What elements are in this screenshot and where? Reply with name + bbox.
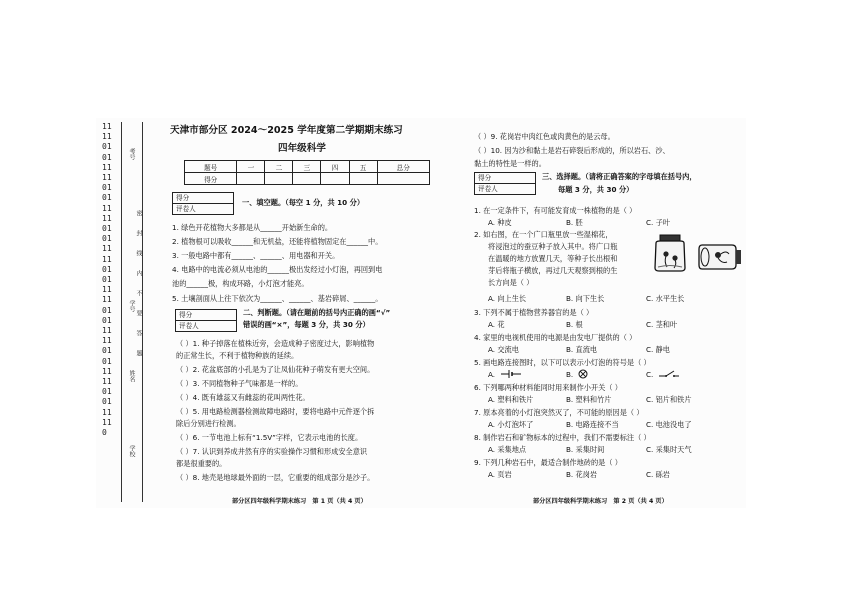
judge-item: （ ）5. 用电路检测器检测故障电路时，要将电路中元件逐个拆	[176, 407, 375, 416]
choice-option: B. 花岗岩	[566, 470, 598, 479]
choice-option: C. 砾岩	[646, 470, 670, 479]
label-xuexiao: 学校	[128, 445, 135, 457]
label-kaohao: 考号	[128, 148, 135, 160]
score-cell: 题号	[185, 161, 237, 173]
score-cell: 得分	[185, 173, 237, 185]
score-cell[interactable]	[293, 173, 321, 185]
choice-question: 8. 制作岩石和矿物标本的过程中，我们不需要标注（ ）	[474, 433, 651, 442]
choice-question-line: 在温暖的地方放置几天，等种子长出根和	[488, 254, 618, 263]
score-label: 得分	[173, 193, 233, 204]
choice-option: C. 静电	[646, 345, 670, 354]
label-xuehao: 学号	[128, 300, 135, 312]
choice-option: B. 向下生长	[566, 294, 605, 303]
choice-option: A. 塑料和铁片	[488, 395, 534, 404]
grader-label: 评卷人	[478, 185, 498, 193]
section3-heading-2: 每题 3 分，共 30 分）	[558, 185, 634, 194]
judge-item: （ ）4. 既有雄蕊又有雌蕊的花叫两性花。	[176, 393, 310, 402]
judge-item: 黏土的特性是一样的。	[474, 159, 546, 168]
choice-option: B. 电路连接不当	[566, 420, 619, 429]
choice-question-line: 芽后将瓶子横放，再过几天观察到根的生	[488, 266, 618, 275]
binding-notice: 密封线内不要答题	[135, 210, 142, 370]
fill-item: 1. 绿色开花植物大多都是从______开始新生命的。	[172, 223, 333, 232]
binding-rail: 1111010111110101111101011111010111110101111101011111010111110	[102, 122, 112, 438]
choice-option: A. 页岩	[488, 470, 512, 479]
choice-option: B. 胚	[566, 218, 583, 227]
choice-option: A. 种皮	[488, 218, 512, 227]
fill-item: 4. 电路中的电流必须从电池的______极出发经过小灯泡，再回到电	[172, 265, 383, 274]
judge-item: （ ）2. 花盆底部的小孔是为了让凤仙花种子萌发有更大空间。	[176, 365, 375, 374]
choice-option: C. 子叶	[646, 218, 670, 227]
score-label: 得分	[475, 173, 535, 184]
choice-option: B. 采集时间	[566, 445, 605, 454]
choice-question: 2. 如右图，在一个广口瓶里放一些湿棉花，	[474, 230, 613, 239]
choice-option: B.	[566, 370, 574, 379]
judge-item: （ ）6. 一节电池上标有“1.5V”字样，它表示电池的长度。	[176, 433, 363, 442]
judge-item: 的正常生长，不利于植物种族的延续。	[176, 351, 299, 360]
choice-question-line: 将浸泡过的蚕豆种子放入其中。将广口瓶	[488, 242, 618, 251]
choice-option: A. 小灯泡坏了	[488, 420, 534, 429]
choice-option: A. 采集地点	[488, 445, 527, 454]
battery-symbol-icon	[500, 369, 522, 379]
section2-heading-2: 错误的画“×”，每题 3 分，共 30 分）	[243, 320, 370, 329]
footer-left: 部分区四年级科学期末练习 第 1 页（共 4 页）	[232, 498, 367, 505]
score-cell: 二	[265, 161, 293, 173]
jar-sideways-illustration	[696, 242, 742, 272]
section2-score-box	[175, 309, 237, 332]
fill-item: 池的______极，构成环路，小灯泡才能亮。	[172, 279, 309, 288]
judge-item: （ ）1. 种子掉落在植株近旁，会造成种子密度过大，影响植物	[176, 339, 375, 348]
judge-item: （ ）10. 因为沙和黏土是岩石碎裂后形成的，所以岩石、沙、	[474, 146, 670, 155]
binding-line	[121, 122, 122, 502]
section1-heading: 一、填空题。（每空 1 分，共 10 分）	[242, 198, 365, 207]
choice-option: B. 根	[566, 320, 583, 329]
score-cell[interactable]	[349, 173, 377, 185]
grader-label: 评卷人	[179, 322, 199, 330]
score-cell: 五	[349, 161, 377, 173]
choice-option: A.	[488, 370, 496, 379]
switch-symbol-icon	[658, 369, 680, 379]
choice-option: A. 交流电	[488, 345, 519, 354]
choice-question: 5. 画电路连接图时，以下可以表示小灯泡的符号是（ ）	[474, 358, 651, 367]
choice-option: C. 电池没电了	[646, 420, 692, 429]
fill-item: 2. 植物根可以吸收______和无机盐，还能将植物固定在______中。	[172, 237, 383, 246]
section3-score-box	[474, 172, 536, 195]
exam-title: 天津市部分区 2024～2025 学年度第二学期期末练习	[170, 125, 403, 136]
score-cell[interactable]	[265, 173, 293, 185]
score-cell[interactable]	[377, 173, 429, 185]
judge-item: （ ）3. 不同植物种子气味都是一样的。	[176, 379, 303, 388]
judge-item: （ ）8. 地壳是地球最外面的一层，它重要的组成部分是沙子。	[176, 473, 375, 482]
lamp-symbol-icon	[578, 369, 590, 379]
footer-right: 部分区四年级科学期末练习 第 2 页（共 4 页）	[533, 498, 668, 505]
section3-heading: 三、选择题。（请将正确答案的字母填在括号内，	[542, 172, 697, 181]
score-cell: 三	[293, 161, 321, 173]
judge-item: （ ）7. 认识到养成井然有序的实验操作习惯和形成安全意识	[176, 447, 368, 456]
choice-option: C. 采集时天气	[646, 445, 692, 454]
choice-question-line: 长方向是（ ）	[488, 278, 534, 287]
section1-score-box	[172, 192, 234, 215]
score-table	[184, 160, 430, 185]
judge-item: 都是很重要的。	[176, 459, 227, 468]
choice-question: 3. 下列不属于植物营养器官的是（ ）	[474, 308, 594, 317]
choice-question: 4. 家里的电视机使用的电源是由发电厂提供的（ ）	[474, 333, 637, 342]
section2-heading: 二、判断题。（请在题前的括号内正确的画“√”	[243, 308, 391, 317]
judge-item: 除后分别进行检测。	[176, 419, 241, 428]
score-cell: 四	[321, 161, 349, 173]
score-cell: 总分	[377, 161, 429, 173]
choice-option: C. 茎和叶	[646, 320, 678, 329]
choice-question: 9. 下列几种岩石中，最适合制作地砖的是（ ）	[474, 458, 622, 467]
fill-item: 3. 一般电路中都有______、______、用电器和开关。	[172, 251, 340, 260]
grader-label: 评卷人	[176, 205, 196, 213]
label-xingming: 姓名	[128, 370, 135, 382]
judge-item: （ ）9. 花岗岩中肉红色或肉黄色的是云母。	[474, 132, 615, 141]
choice-option: A. 花	[488, 320, 505, 329]
choice-option: C.	[646, 370, 654, 379]
choice-option: B. 塑料和竹片	[566, 395, 612, 404]
choice-option: B. 直流电	[566, 345, 598, 354]
choice-option: C. 水平生长	[646, 294, 685, 303]
exam-subtitle: 四年级科学	[278, 143, 326, 154]
choice-option: A. 向上生长	[488, 294, 527, 303]
fill-item: 5. 土壤剖面从上往下依次为______、______、基岩碎屑、______。	[172, 294, 383, 303]
score-cell[interactable]	[321, 173, 349, 185]
score-cell: 一	[237, 161, 265, 173]
score-cell[interactable]	[237, 173, 265, 185]
score-label: 得分	[176, 310, 236, 321]
choice-question: 1. 在一定条件下，有可能发育成一株植物的是（ ）	[474, 206, 637, 215]
choice-option: C. 铝片和铁片	[646, 395, 692, 404]
choice-question: 6. 下列哪两种材料能同时用来制作小开关（ ）	[474, 383, 622, 392]
jar-upright-illustration	[650, 234, 690, 272]
choice-question: 7. 原本亮着的小灯泡突然灭了，不可能的原因是（ ）	[474, 408, 644, 417]
